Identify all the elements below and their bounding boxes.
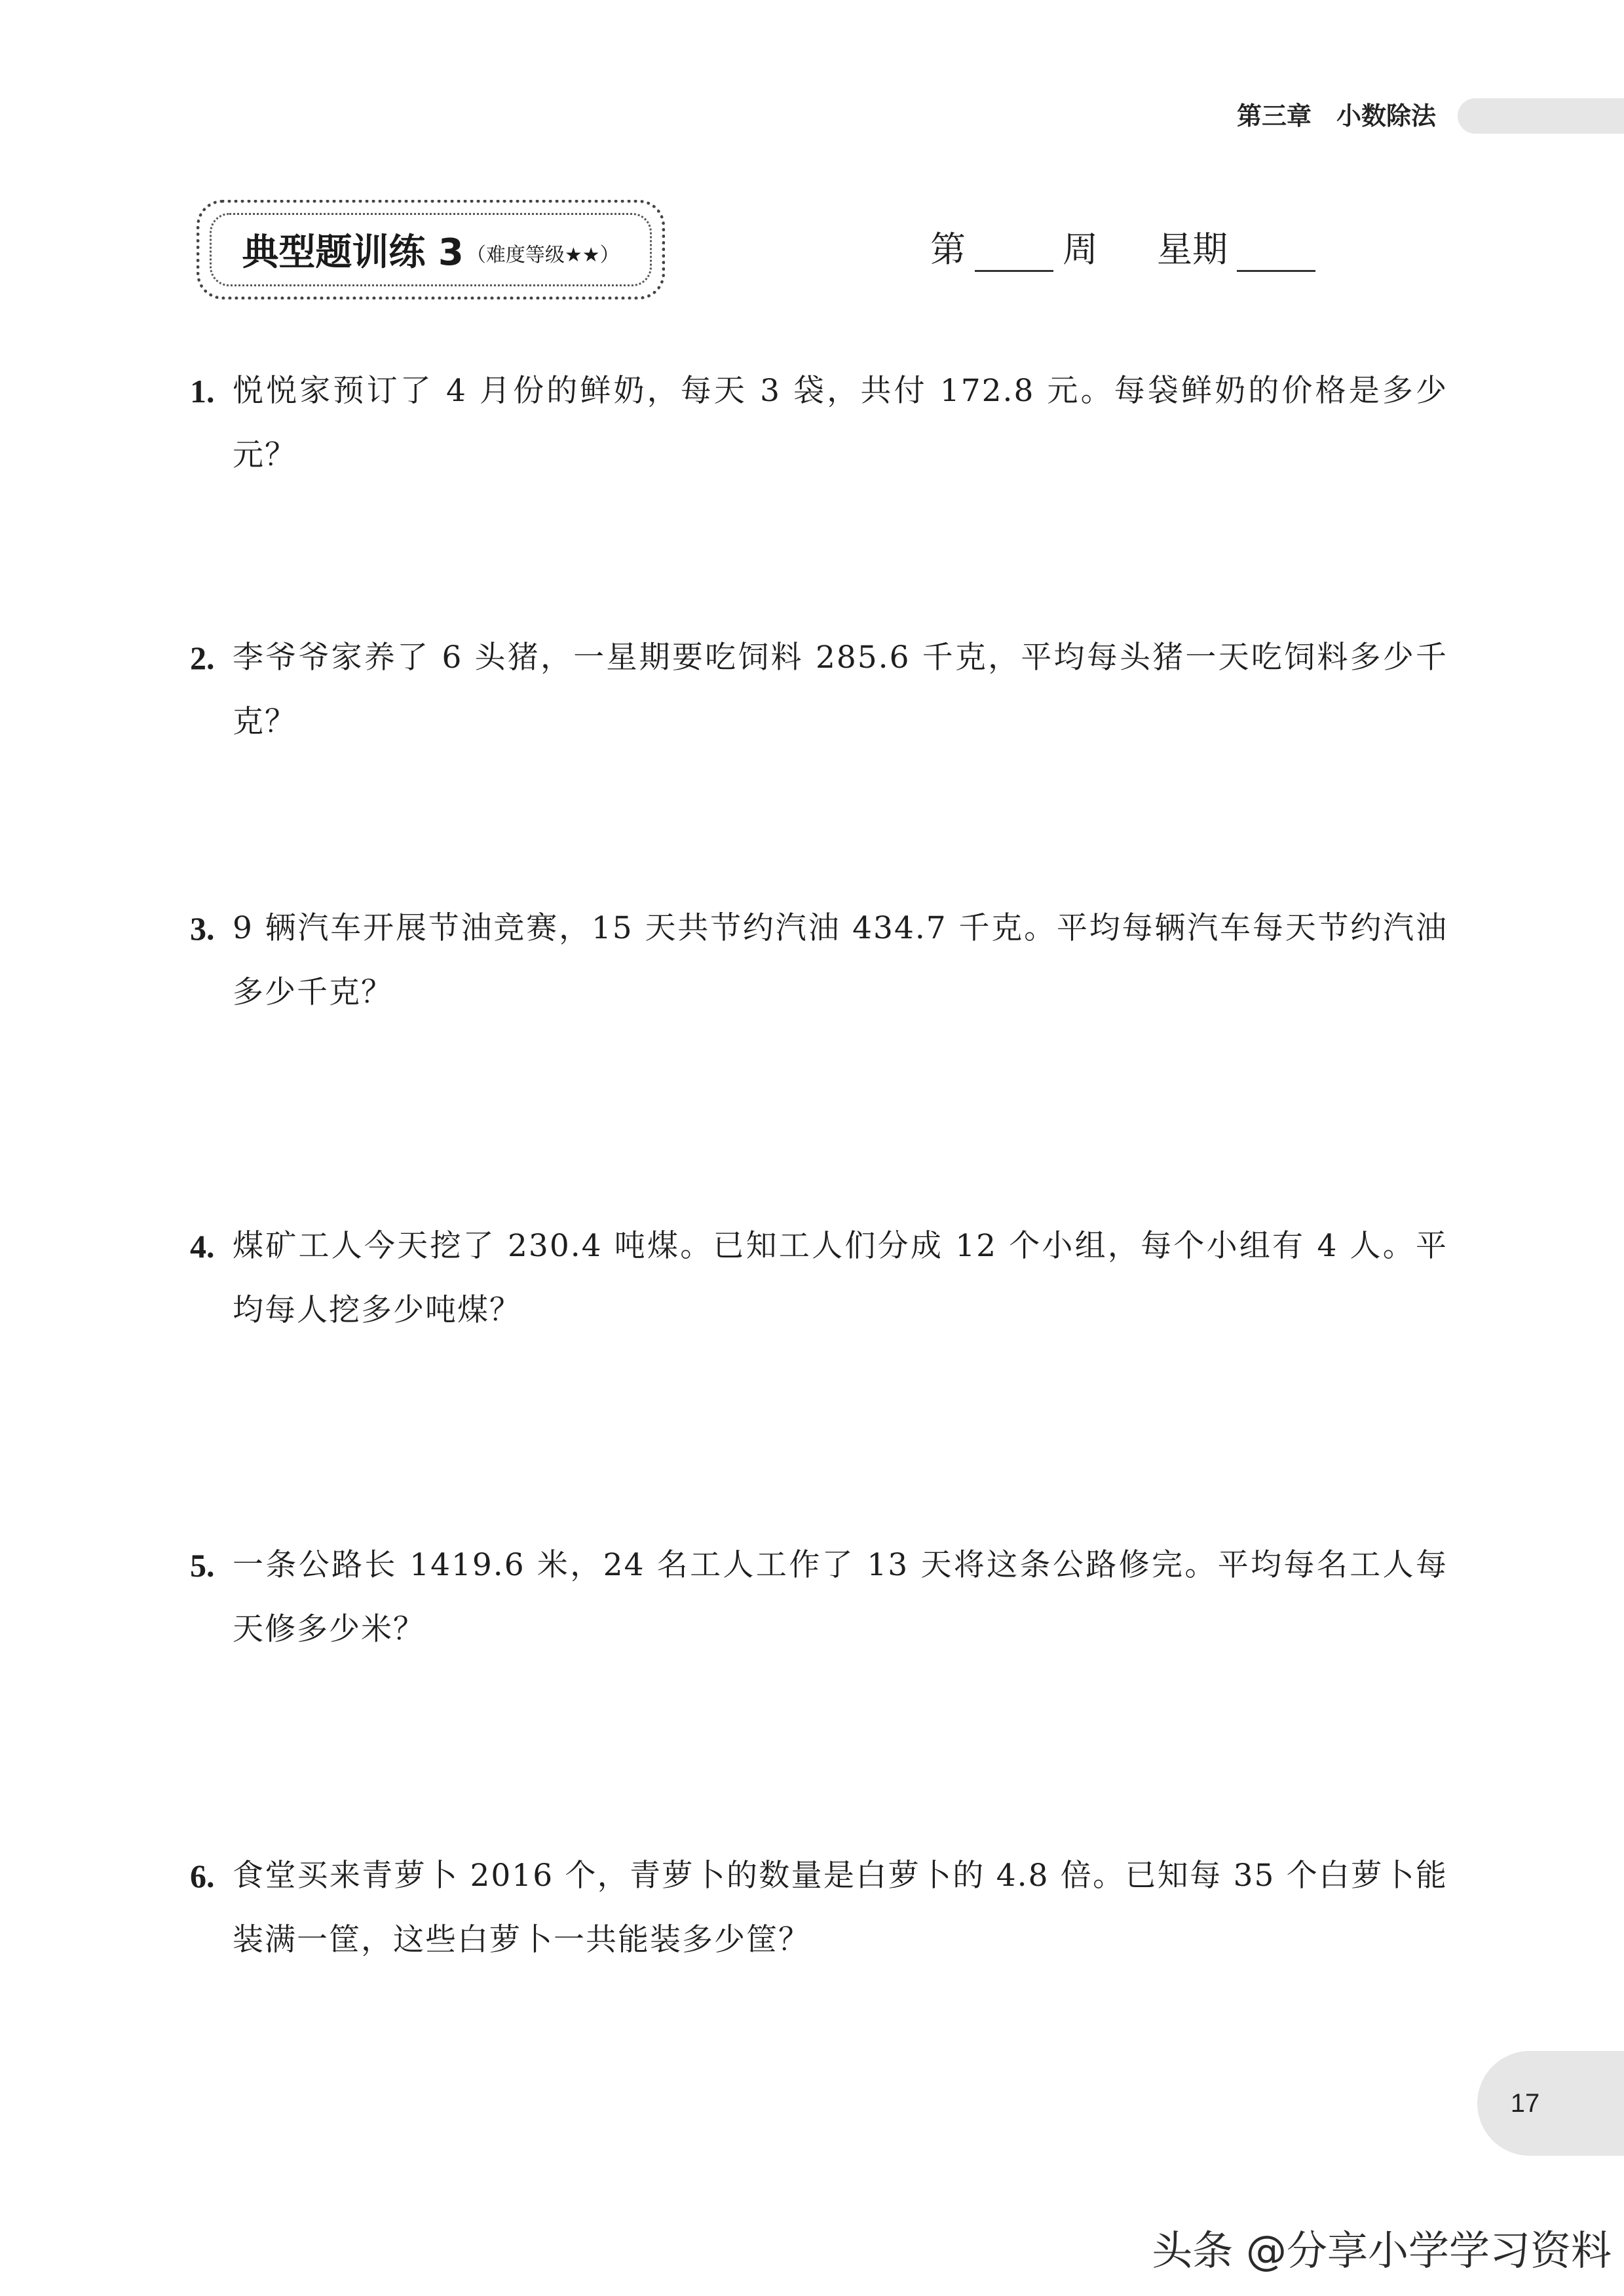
problem-number: 1. [190,373,215,410]
section-title [200,203,662,296]
problem-2 [190,626,1448,754]
weekday-label: 星期 [1157,229,1228,270]
chapter-tab-decoration [1458,98,1624,134]
week-blank-field[interactable] [975,224,1053,272]
problem-number: 2. [190,640,215,676]
problem-number: 3. [190,910,215,947]
problem-4 [190,1214,1448,1343]
problem-text: 一条公路长 1419.6 米，24 名工人工作了 13 天将这条公路修完。平均每名工人每天修多少米？ [233,1547,1448,1647]
problem-number: 5. [190,1547,215,1584]
watermark: 头条 @分享小学学习资料 [1152,2227,1612,2274]
chapter-label: 第三章 小数除法 [1237,102,1437,130]
week-suffix: 周 [1063,229,1098,270]
problem-5 [190,1533,1448,1662]
problem-text: 食堂买来青萝卜 2016 个，青萝卜的数量是白萝卜的 4.8 倍。已知每 35 个白萝卜能装满一筐，这些白萝卜一共能装多少筐？ [233,1858,1448,1958]
problem-text: 悦悦家预订了 4 月份的鲜奶，每天 3 袋，共付 172.8 元。每袋鲜奶的价格是多少元？ [233,373,1448,473]
problem-6 [190,1844,1448,1972]
page-number: 17 [1510,2089,1540,2118]
section-difficulty: （难度等级★★） [466,244,620,267]
weekday-blank-field[interactable] [1237,224,1315,272]
problem-text: 9 辆汽车开展节油竞赛，15 天共节约汽油 434.7 千克。平均每辆汽车每天节约汽油多少千克？ [233,910,1448,1010]
section-title-box [197,200,665,299]
problem-text: 李爷爷家养了 6 头猪，一星期要吃饲料 285.6 千克，平均每头猪一天吃饲料多少千克？ [233,640,1448,740]
section-title-main: 典型题训练 3 [242,231,464,274]
week-prefix: 第 [930,229,966,270]
problem-1 [190,359,1448,488]
problem-number: 4. [190,1228,215,1265]
problem-3 [190,896,1448,1025]
problem-text: 煤矿工人今天挖了 230.4 吨煤。已知工人们分成 12 个小组，每个小组有 4 人。平均每人挖多少吨煤？ [233,1228,1448,1328]
date-line [930,220,1325,272]
problem-number: 6. [190,1858,215,1894]
